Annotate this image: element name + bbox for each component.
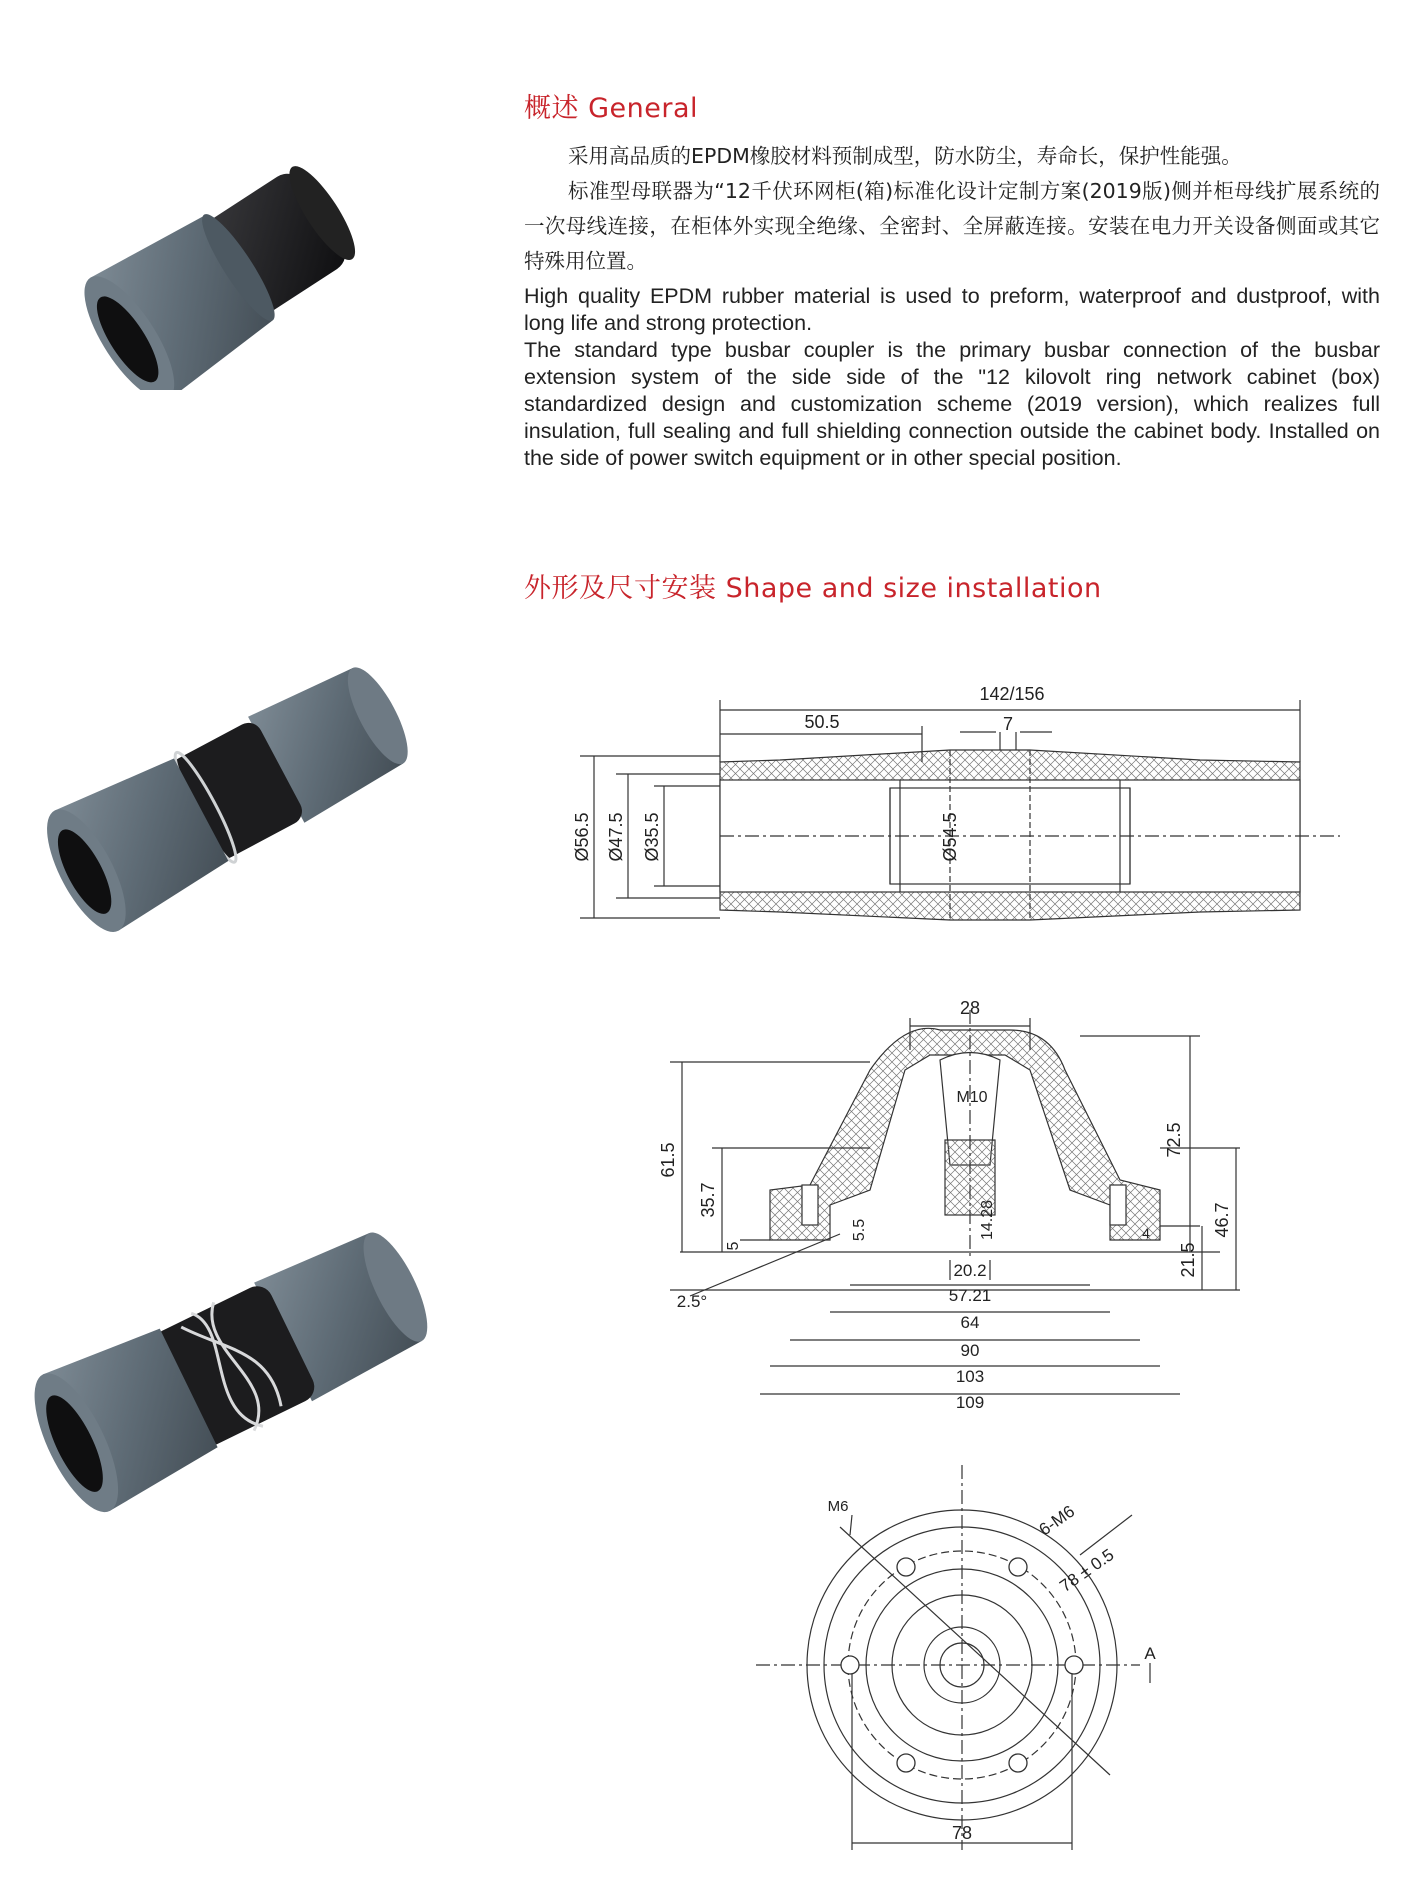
dim-width-64: 64 (960, 1313, 980, 1332)
dim-height-35-7: 35.7 (698, 1182, 718, 1218)
dim-inner-diameter: Ø35.5 (642, 812, 662, 862)
dim-center-diameter: Ø54.5 (940, 812, 960, 862)
drawing-bottom-view (740, 1455, 1200, 1865)
dim-width-109: 109 (955, 1393, 985, 1410)
dim-width-20-2: 20.2 (953, 1261, 987, 1280)
general-cn-text (524, 139, 1380, 279)
dim-height-21-5: 21.5 (1178, 1242, 1198, 1278)
drawing-side-view (560, 670, 1350, 940)
dim-left-length: 50.5 (804, 712, 840, 732)
en-paragraph-1: High quality EPDM rubber material is used to preform, waterproof and dustproof, with long life and strong protection. (524, 284, 1380, 335)
dim-height-5-5: 5.5 (851, 1218, 868, 1242)
product-photo-coupler-wire (30, 655, 430, 945)
dim-height-4: 4 (1142, 1225, 1150, 1241)
dim-height-14-28: 14.28 (979, 1199, 996, 1241)
general-heading: 概述 General (524, 93, 698, 124)
dim-pcd: 78 ± 0.5 (1056, 1545, 1118, 1596)
dim-mid-diameter: Ø47.5 (606, 812, 626, 862)
dim-bottom-width: 78 (951, 1823, 973, 1843)
cn-paragraph-2: 标准型母联器为“12千伏环网柜(箱)标准化设计定制方案(2019版)侧并柜母线扩展系统的一次母线连接，在柜体外实现全绝缘、全密封、全屏蔽连接。安装在电力开关设备侧面或其它特殊用位置。 (524, 179, 1380, 273)
label-m6: M6 (827, 1498, 849, 1515)
dim-height-46-7: 46.7 (1212, 1202, 1232, 1238)
dim-width-57-21: 57.21 (948, 1286, 992, 1305)
dim-height-5: 5 (725, 1241, 742, 1251)
dim-outer-diameter: Ø56.5 (572, 812, 592, 862)
shape-heading: 外形及尺寸安装 Shape and size installation (524, 573, 1102, 604)
dim-width-90: 90 (960, 1341, 980, 1360)
dim-top-width: 28 (959, 998, 981, 1018)
label-6-m6: 6-M6 (1035, 1501, 1079, 1540)
product-photo-single (70, 150, 410, 390)
drawing-section-view (640, 990, 1260, 1410)
dim-width-103: 103 (955, 1367, 985, 1386)
dim-height-72-5: 72.5 (1164, 1122, 1184, 1158)
dim-gap: 7 (1002, 714, 1014, 734)
cn-paragraph-1: 采用高品质的EPDM橡胶材料预制成型，防水防尘，寿命长，保护性能强。 (568, 144, 1242, 168)
dim-angle: 2.5° (676, 1292, 708, 1311)
product-photo-coupler-twisted-wire (20, 1210, 440, 1530)
label-thread-m10: M10 (956, 1089, 988, 1106)
en-paragraph-2: The standard type busbar coupler is the primary busbar connection of the busbar extension system of the side side of the "12 kilovolt ring network cabinet (box) standardized design and customization scheme (2019 version), which realizes full insulation, full sealing and full shielding connection outside the cabinet body. Installed on the side of power switch equipment or in other special position. (524, 338, 1380, 470)
label-section-a: A (1144, 1644, 1156, 1663)
general-en-text (524, 283, 1380, 472)
dim-height-61-5: 61.5 (658, 1142, 678, 1178)
dim-total-length: 142/156 (979, 684, 1045, 704)
